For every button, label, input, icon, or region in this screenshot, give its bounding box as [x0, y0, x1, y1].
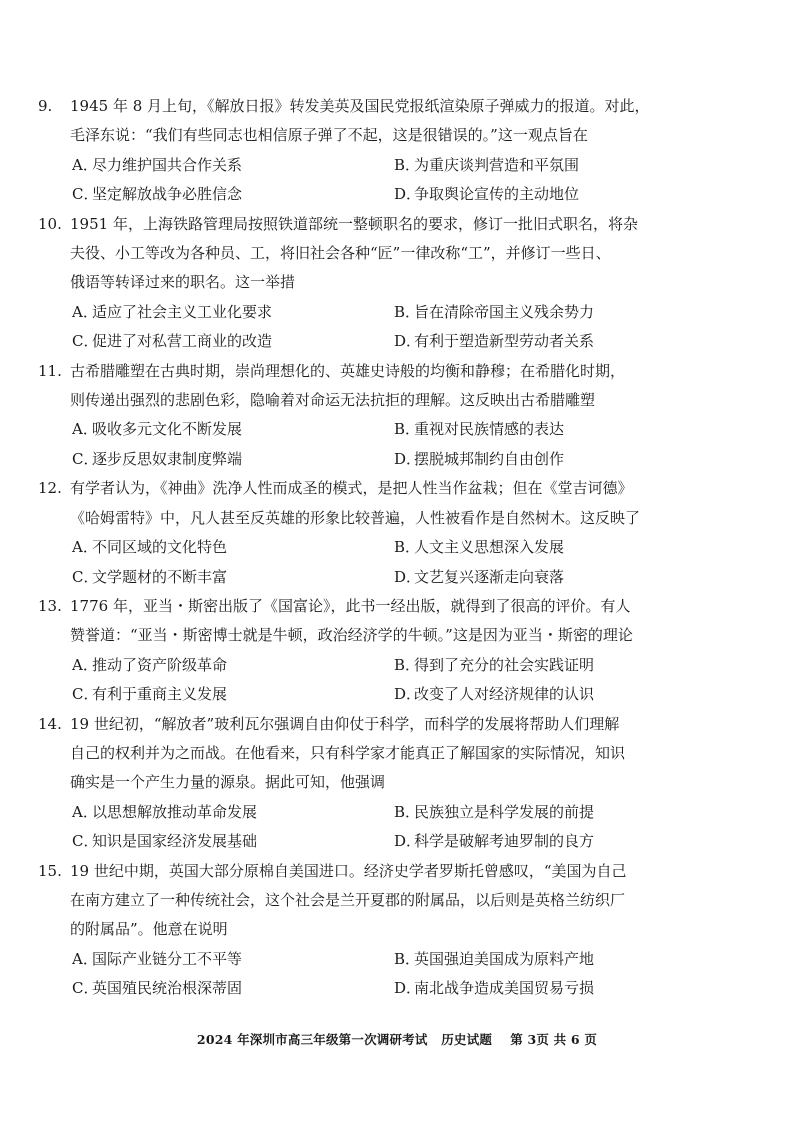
- question-stem-text: 俄语等转译过来的职名。这一举措: [70, 273, 296, 292]
- answer-options: [38, 798, 748, 857]
- answer-option: [72, 651, 394, 680]
- option-text: 旨在清除帝国主义残余势力: [414, 302, 595, 321]
- question-stem-text: 有学者认为，《神曲》洗净人性而成圣的模式，是把人性当作盆栽；但在《堂吉诃德》: [70, 479, 633, 498]
- option-letter: C．: [72, 567, 99, 586]
- answer-options: [38, 151, 748, 210]
- question-number: 15.: [38, 861, 62, 880]
- option-text: 推动了资产阶级革命: [92, 655, 228, 674]
- option-letter: A．: [72, 538, 98, 557]
- option-letter: D．: [394, 185, 422, 204]
- question-stem: [38, 474, 748, 533]
- answer-option: [394, 798, 724, 827]
- answer-option: [72, 415, 394, 444]
- option-letter: C．: [72, 832, 99, 851]
- option-letter: D．: [394, 332, 422, 351]
- question-stem-line: [38, 621, 748, 650]
- question-5: [38, 710, 748, 857]
- question-number: 11.: [38, 361, 62, 380]
- page-footer: [0, 1030, 794, 1048]
- answer-option: [72, 798, 394, 827]
- answer-option: [394, 827, 724, 856]
- question-stem-text: 自己的权利并为之而战。在他看来，只有科学家才能真正了解国家的实际情况，知识: [70, 743, 626, 762]
- question-stem-text: 19 世纪初，“解放者”玻利瓦尔强调自由仰仗于科学，而科学的发展将帮助人们理解: [70, 714, 620, 733]
- question-6: [38, 857, 748, 1004]
- option-letter: C．: [72, 332, 99, 351]
- option-text: 有利于重商主义发展: [92, 685, 228, 704]
- option-text: 得到了充分的社会实践证明: [414, 655, 595, 674]
- answer-option: [394, 415, 724, 444]
- answer-option: [72, 974, 394, 1003]
- answer-option: [394, 651, 724, 680]
- question-stem-line: [38, 768, 748, 797]
- option-text: 文艺复兴逐渐走向衰落: [414, 567, 565, 586]
- option-text: 知识是国家经济发展基础: [92, 832, 258, 851]
- question-stem-text: 1776 年，亚当・斯密出版了《国富论》，此书一经出版，就得到了很高的评价。有人: [70, 596, 631, 615]
- question-2: [38, 357, 748, 475]
- question-stem-line: [38, 474, 748, 503]
- option-text: 有利于塑造新型劳动者关系: [414, 332, 595, 351]
- answer-option: [394, 974, 724, 1003]
- option-text: 为重庆谈判营造和平氛围: [414, 155, 580, 174]
- question-stem-text: 夫役、小工等改为各种员、工，将旧社会各种“匠”一律改称“工”，并修订一些日、: [70, 244, 611, 263]
- option-letter: B．: [394, 802, 421, 821]
- question-stem-text: 在南方建立了一种传统社会，这个社会是兰开夏郡的附属品，以后则是英格兰纺织厂: [70, 890, 626, 909]
- question-stem-line: [38, 504, 748, 533]
- option-letter: C．: [72, 685, 99, 704]
- answer-option: [394, 563, 724, 592]
- option-text: 英国强迫美国成为原料产地: [414, 949, 595, 968]
- answer-option: [72, 827, 394, 856]
- answer-options: [38, 945, 748, 1004]
- option-letter: A．: [72, 655, 98, 674]
- answer-option: [72, 298, 394, 327]
- option-letter: D．: [394, 832, 422, 851]
- question-stem-line: [38, 92, 748, 121]
- option-letter: B．: [394, 420, 421, 439]
- answer-options: [38, 533, 748, 592]
- option-text: 国际产业链分工不平等: [92, 949, 243, 968]
- question-stem-text: 《哈姆雷特》中，凡人甚至反英雄的形象比较普遍，人性被看作是自然树木。这反映了: [70, 508, 641, 527]
- question-stem-line: [38, 915, 748, 944]
- option-text: 重视对民族情感的表达: [414, 420, 565, 439]
- question-stem-line: [38, 886, 748, 915]
- question-stem-text: 的附属品”。他意在说明: [70, 920, 228, 939]
- answer-option: [72, 945, 394, 974]
- question-stem-text: 则传递出强烈的悲剧色彩，隐喻着对命运无法抗拒的理解。这反映出古希腊雕塑: [70, 391, 596, 410]
- question-stem-text: 确实是一个产生力量的源泉。据此可知，他强调: [70, 773, 386, 792]
- answer-options: [38, 651, 748, 710]
- question-4: [38, 592, 748, 710]
- question-stem: [38, 210, 748, 298]
- question-number: 13.: [38, 596, 62, 615]
- option-letter: D．: [394, 685, 422, 704]
- question-stem: [38, 92, 748, 151]
- question-stem-line: [38, 710, 748, 739]
- option-letter: C．: [72, 449, 99, 468]
- option-letter: A．: [72, 949, 98, 968]
- question-stem-text: 毛泽东说：“我们有些同志也相信原子弹了不起，这是很错误的。”这一观点旨在: [70, 126, 588, 145]
- question-stem: [38, 857, 748, 945]
- answer-option: [394, 945, 724, 974]
- option-text: 英国殖民统治根深蒂固: [92, 979, 243, 998]
- option-letter: C．: [72, 979, 99, 998]
- option-text: 坚定解放战争必胜信念: [92, 185, 243, 204]
- answer-option: [394, 327, 724, 356]
- question-stem: [38, 592, 748, 651]
- answer-option: [394, 151, 724, 180]
- question-1: [38, 210, 748, 357]
- option-text: 逐步反思奴隶制度弊端: [92, 449, 243, 468]
- option-letter: D．: [394, 979, 422, 998]
- option-text: 争取舆论宣传的主动地位: [414, 185, 580, 204]
- question-stem-line: [38, 121, 748, 150]
- question-stem-line: [38, 739, 748, 768]
- option-letter: B．: [394, 155, 421, 174]
- option-letter: B．: [394, 655, 421, 674]
- question-stem: [38, 710, 748, 798]
- answer-option: [72, 151, 394, 180]
- question-stem-line: [38, 857, 748, 886]
- option-letter: A．: [72, 155, 98, 174]
- option-text: 适应了社会主义工业化要求: [92, 302, 273, 321]
- answer-options: [38, 298, 748, 357]
- option-letter: D．: [394, 449, 422, 468]
- option-text: 摆脱城邦制约自由创作: [414, 449, 565, 468]
- answer-option: [394, 680, 724, 709]
- footer-page-info: 第 3页 共 6 页: [510, 1032, 598, 1047]
- question-number: 10.: [38, 214, 62, 233]
- option-letter: A．: [72, 302, 98, 321]
- question-stem: [38, 357, 748, 416]
- question-0: [38, 92, 748, 210]
- footer-subject: 历史试题: [441, 1032, 493, 1047]
- option-letter: A．: [72, 802, 98, 821]
- option-letter: B．: [394, 538, 421, 557]
- option-text: 尽力维护国共合作关系: [92, 155, 243, 174]
- answer-option: [72, 533, 394, 562]
- option-text: 以思想解放推动革命发展: [92, 802, 258, 821]
- answer-option: [72, 180, 394, 209]
- option-text: 南北战争造成美国贸易亏损: [414, 979, 595, 998]
- question-stem-line: [38, 210, 748, 239]
- question-stem-text: 1945 年 8 月上旬，《解放日报》转发美英及国民党报纸渲染原子弹威力的报道。对此，: [70, 97, 650, 115]
- question-stem-text: 19 世纪中期，英国大部分原棉自美国进口。经济史学者罗斯托曾感叹，“美国为自己: [70, 861, 627, 880]
- question-stem-line: [38, 268, 748, 297]
- question-list: [38, 92, 748, 1004]
- option-text: 不同区域的文化特色: [92, 538, 228, 557]
- answer-option: [72, 563, 394, 592]
- option-letter: A．: [72, 420, 98, 439]
- question-stem-text: 1951 年，上海铁路管理局按照铁道部统一整顿职名的要求，修订一批旧式职名，将杂: [70, 214, 638, 233]
- answer-option: [72, 445, 394, 474]
- answer-option: [72, 680, 394, 709]
- answer-option: [394, 180, 724, 209]
- question-stem-line: [38, 592, 748, 621]
- option-letter: B．: [394, 302, 421, 321]
- option-text: 吸收多元文化不断发展: [92, 420, 243, 439]
- question-stem-line: [38, 357, 748, 386]
- question-stem-line: [38, 386, 748, 415]
- question-number: 9.: [38, 97, 53, 115]
- option-letter: B．: [394, 949, 421, 968]
- option-text: 民族独立是科学发展的前提: [414, 802, 595, 821]
- question-stem-text: 赞誉道：“亚当・斯密博士就是牛顿，政治经济学的牛顿。”这是因为亚当・斯密的理论: [70, 626, 633, 645]
- question-stem-line: [38, 239, 748, 268]
- option-text: 人文主义思想深入发展: [414, 538, 565, 557]
- option-text: 文学题材的不断丰富: [92, 567, 228, 586]
- question-stem-text: 古希腊雕塑在古典时期，崇尚理想化的、英雄史诗般的均衡和静穆；在希腊化时期，: [70, 361, 626, 380]
- question-3: [38, 474, 748, 592]
- question-number: 12.: [38, 479, 62, 498]
- option-text: 促进了对私营工商业的改造: [92, 332, 273, 351]
- answer-options: [38, 415, 748, 474]
- footer-exam-title: 2024 年深圳市高三年级第一次调研考试: [196, 1032, 428, 1047]
- answer-option: [394, 445, 724, 474]
- option-letter: C．: [72, 185, 99, 204]
- answer-option: [394, 298, 724, 327]
- option-text: 改变了人对经济规律的认识: [414, 685, 595, 704]
- question-number: 14.: [38, 714, 62, 733]
- option-text: 科学是破解考迪罗制的良方: [414, 832, 595, 851]
- answer-option: [394, 533, 724, 562]
- answer-option: [72, 327, 394, 356]
- option-letter: D．: [394, 567, 422, 586]
